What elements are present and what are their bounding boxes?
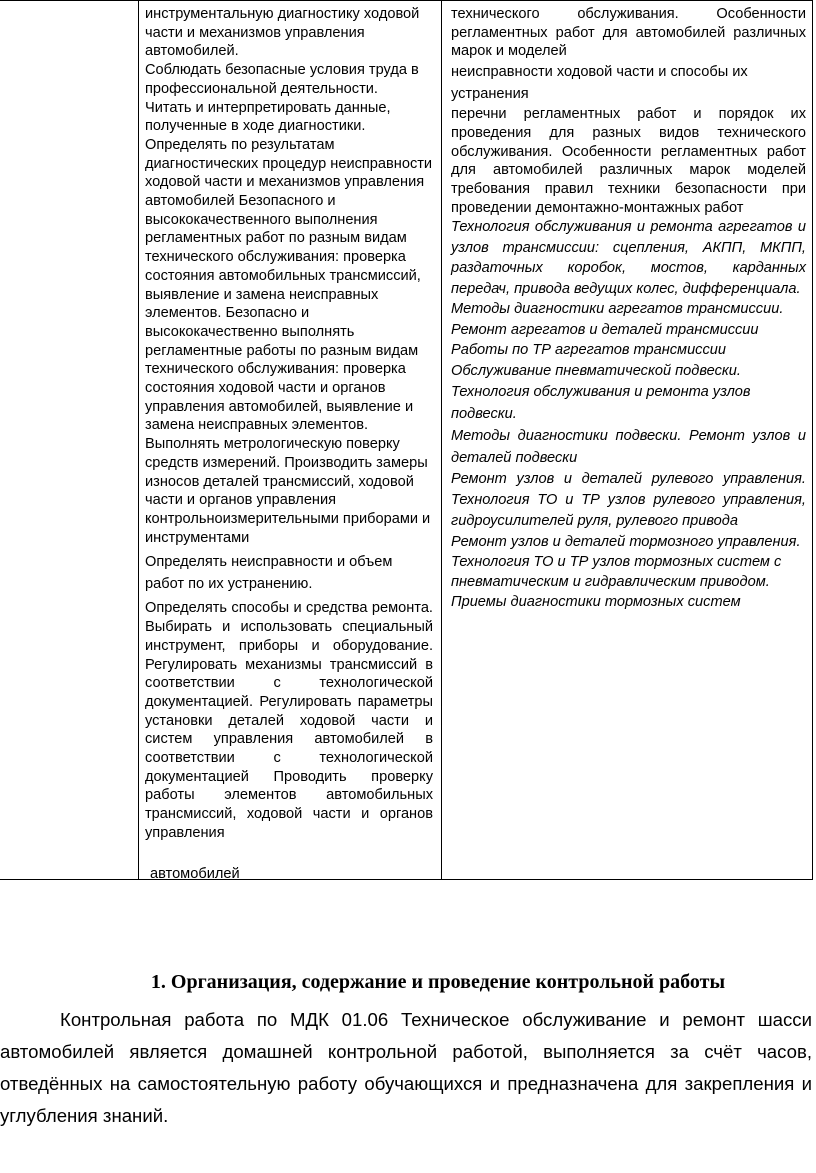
- skills-column: [145, 5, 433, 843]
- skills-paragraph-tail: автомобилей: [150, 866, 240, 882]
- knowledge-paragraph: Методы диагностики агрегатов трансмиссии.: [451, 301, 784, 318]
- skills-paragraph: Соблюдать безопасные условия труда в профессиональной деятельности.: [145, 62, 419, 97]
- section-heading: 1. Организация, содержание и проведение контрольной работы: [150, 971, 726, 993]
- knowledge-paragraph: Технология обслуживания и ремонта агрегатов и узлов трансмиссии: сцепления, АКПП, МКПП, раздаточных коробок, мостов, карданных передач, привода ведущих колес, дифференциала.: [451, 219, 806, 297]
- knowledge-paragraph: Приемы диагностики тормозных систем: [451, 594, 741, 611]
- skills-paragraph: Определять неисправности и объем работ по их устранению.: [145, 554, 393, 593]
- section-paragraph: Контрольная работа по МДК 01.06 Техническое обслуживание и ремонт шасси автомобилей является домашней контрольной работой, выполняется за счёт часов, отведённых на самостоятельную работу обучающихся и предназначена для закрепления и углубления знаний.: [0, 1009, 812, 1126]
- knowledge-column: [451, 5, 806, 612]
- skills-paragraph: инструментальную диагностику ходовой части и механизмов управления автомобилей.: [145, 6, 420, 60]
- knowledge-paragraph: Ремонт узлов и деталей тормозного управления. Технология ТО и ТР узлов тормозных систем с пневматическим и гидравлическим приводом.: [451, 534, 801, 591]
- skills-paragraph: Определять по результатам диагностических процедур неисправности ходовой части и механизмов управления автомобилей Безопасного и высококачественного выполнения регламентных работ по разным видам технического обслуживания: проверка состояния автомобильных трансмиссий, выявление и замена неисправных элементов. Безопасно и высококачественно выполнять регламентные работы по разным видам технического обслуживания: проверка состояния ходовой части и органов управления автомобилей, выявление и замена неисправных элементов.: [145, 136, 433, 434]
- skills-paragraph: Выполнять метрологическую поверку средств измерений. Производить замеры износов деталей трансмиссий, ходовой части и органов управления контрольноизмерительными приборами и инструментами: [145, 436, 431, 546]
- skills-paragraph: Определять способы и средства ремонта. Выбирать и использовать специальный инструмент, приборы и оборудование. Регулировать механизмы трансмиссий в соответствии с технологической документацией. Регулировать параметры установки деталей ходовой части и систем управления автомобилей в соответствии с технологической документацией Проводить проверку работы элементов автомобильных трансмиссий, ходовой части и органов управления: [145, 600, 433, 841]
- knowledge-paragraph: Технология обслуживания и ремонта узлов подвески.: [451, 384, 751, 423]
- knowledge-paragraph: Ремонт узлов и деталей рулевого управления. Технология ТО и ТР узлов рулевого управления, гидроусилителей руля, рулевого привода: [451, 471, 806, 530]
- skills-paragraph: Читать и интерпретировать данные, полученные в ходе диагностики.: [145, 99, 391, 135]
- column-divider: [441, 1, 442, 879]
- column-divider: [138, 1, 139, 879]
- knowledge-paragraph: Методы диагностики подвески. Ремонт узлов и деталей подвески: [451, 428, 806, 467]
- knowledge-paragraph: технического обслуживания. Особенности регламентных работ для автомобилей различных марок и моделей: [451, 6, 806, 60]
- knowledge-paragraph: неисправности ходовой части и способы их устранения: [451, 64, 748, 103]
- knowledge-paragraph: Ремонт агрегатов и деталей трансмиссии Работы по ТР агрегатов трансмиссии Обслуживание пневматической подвески.: [451, 321, 759, 379]
- knowledge-paragraph: перечни регламентных работ и порядок их проведения для разных видов технического обслуживания. Особенности регламентных работ для автомобилей различных марок моделей требования правил техники безопасности при проведении демонтажно-монтажных работ: [451, 106, 806, 216]
